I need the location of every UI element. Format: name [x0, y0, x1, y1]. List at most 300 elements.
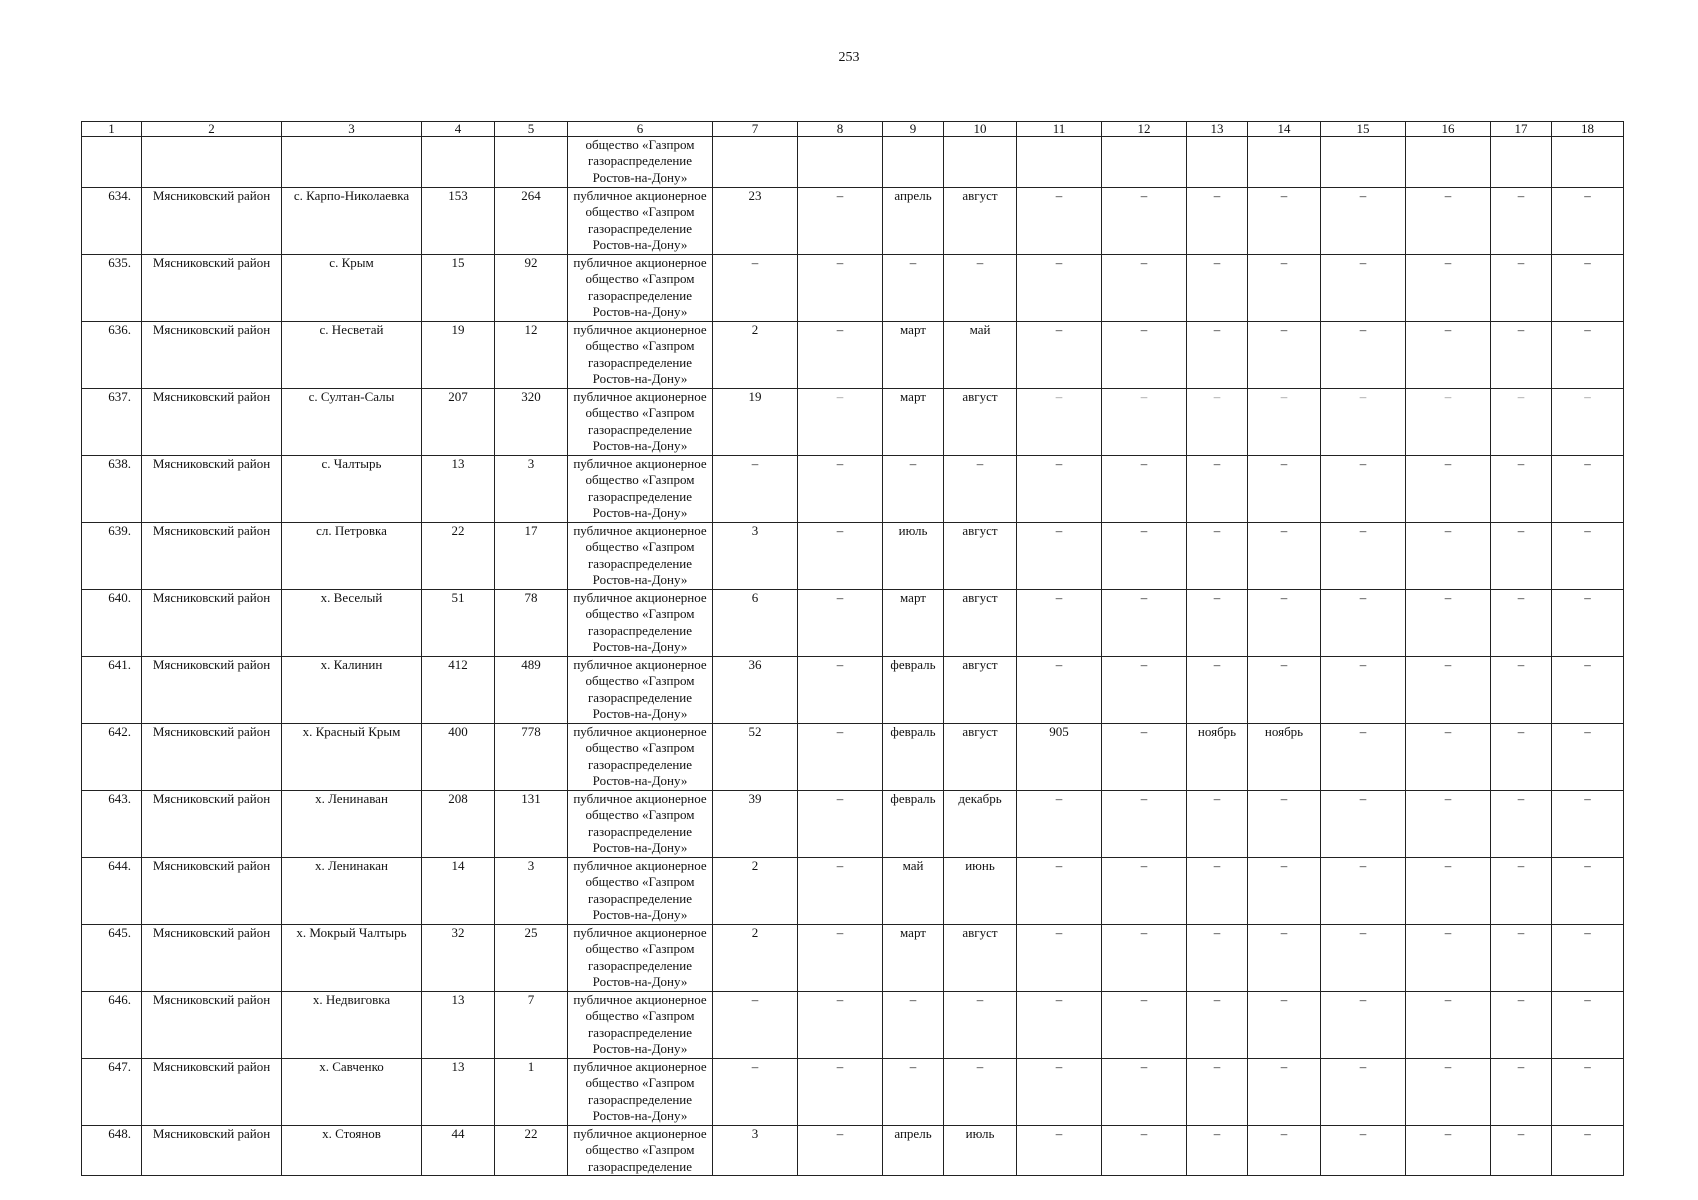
settlement-cell: х. Савченко [282, 1059, 422, 1126]
value-col-7: 6 [713, 590, 798, 657]
value-col-12: – [1102, 657, 1187, 724]
end-month-cell: – [944, 992, 1017, 1059]
month-col-13: – [1187, 1059, 1248, 1126]
value-col-8: – [798, 523, 883, 590]
row-number: 638. [82, 456, 142, 523]
row-number: 641. [82, 657, 142, 724]
value-col-12: – [1102, 925, 1187, 992]
organization-cell [568, 791, 713, 858]
organization-line: общество «Газпром [585, 137, 695, 152]
row-number: 640. [82, 590, 142, 657]
column-number-10: 10 [944, 122, 1017, 137]
empty-cell [944, 137, 1017, 188]
table-row [82, 255, 1624, 322]
start-month-cell: март [883, 590, 944, 657]
table-row [82, 188, 1624, 255]
empty-cell [798, 137, 883, 188]
empty-cell [883, 137, 944, 188]
value-col-7: 2 [713, 322, 798, 389]
value-col-7: 39 [713, 791, 798, 858]
organization-cell [568, 724, 713, 791]
value-col-16: – [1406, 590, 1491, 657]
value-col-5: 22 [495, 1126, 568, 1176]
value-col-12: – [1102, 724, 1187, 791]
value-col-18: – [1552, 925, 1624, 992]
value-col-5: 320 [495, 389, 568, 456]
value-col-15: – [1321, 322, 1406, 389]
start-month-cell: март [883, 925, 944, 992]
column-number-14: 14 [1248, 122, 1321, 137]
empty-cell [82, 137, 142, 188]
column-number-18: 18 [1552, 122, 1624, 137]
value-col-17: – [1491, 724, 1552, 791]
column-number-5: 5 [495, 122, 568, 137]
value-col-8: – [798, 791, 883, 858]
empty-cell [1248, 137, 1321, 188]
organization-line: газораспределение [587, 153, 693, 169]
month-col-14: – [1248, 523, 1321, 590]
month-col-14: – [1248, 992, 1321, 1059]
start-month-cell: – [883, 1059, 944, 1126]
organization-line: публичное акционерное [573, 322, 707, 337]
organization-line: газораспределение [587, 555, 693, 571]
value-col-12: – [1102, 992, 1187, 1059]
value-col-12: – [1102, 523, 1187, 590]
row-number: 648. [82, 1126, 142, 1176]
settlement-cell: х. Ленинакан [282, 858, 422, 925]
value-col-11: – [1017, 456, 1102, 523]
value-col-8: – [798, 322, 883, 389]
table-row [82, 523, 1624, 590]
value-col-8: – [798, 724, 883, 791]
organization-line: газораспределение [587, 354, 693, 370]
organization-line: газораспределение [587, 622, 693, 638]
value-col-4: 400 [422, 724, 495, 791]
column-number-7: 7 [713, 122, 798, 137]
empty-cell [422, 137, 495, 188]
organization-line: общество «Газпром [585, 1008, 695, 1024]
value-col-11: – [1017, 188, 1102, 255]
row-number: 647. [82, 1059, 142, 1126]
start-month-cell: апрель [883, 188, 944, 255]
value-col-15: – [1321, 389, 1406, 456]
value-col-4: 19 [422, 322, 495, 389]
value-col-17: – [1491, 523, 1552, 590]
start-month-cell: июль [883, 523, 944, 590]
district-cell: Мясниковский район [142, 590, 282, 657]
value-col-17: – [1491, 1059, 1552, 1126]
organization-cell [568, 389, 713, 456]
value-col-17: – [1491, 456, 1552, 523]
settlement-cell: х. Красный Крым [282, 724, 422, 791]
organization-cell [568, 523, 713, 590]
organization-line: Ростов-на-Дону» [592, 1108, 688, 1124]
table-row [82, 1126, 1624, 1176]
value-col-4: 13 [422, 456, 495, 523]
value-col-16: – [1406, 925, 1491, 992]
district-cell: Мясниковский район [142, 322, 282, 389]
value-col-8: – [798, 1059, 883, 1126]
value-col-18: – [1552, 858, 1624, 925]
organization-line: публичное акционерное [573, 925, 707, 940]
organization-line: публичное акционерное [573, 523, 707, 538]
column-number-16: 16 [1406, 122, 1491, 137]
month-col-14: – [1248, 657, 1321, 724]
organization-line: газораспределение [587, 689, 693, 705]
value-col-15: – [1321, 858, 1406, 925]
row-number: 642. [82, 724, 142, 791]
value-col-18: – [1552, 724, 1624, 791]
organization-cell [568, 1126, 713, 1176]
organization-cell [568, 188, 713, 255]
organization-line: газораспределение [587, 488, 693, 504]
column-number-12: 12 [1102, 122, 1187, 137]
value-col-11: – [1017, 590, 1102, 657]
value-col-11: – [1017, 791, 1102, 858]
value-col-18: – [1552, 992, 1624, 1059]
row-number: 634. [82, 188, 142, 255]
empty-cell [713, 137, 798, 188]
value-col-12: – [1102, 456, 1187, 523]
end-month-cell: август [944, 523, 1017, 590]
value-col-15: – [1321, 992, 1406, 1059]
row-number: 646. [82, 992, 142, 1059]
column-number-15: 15 [1321, 122, 1406, 137]
row-number: 639. [82, 523, 142, 590]
column-number-2: 2 [142, 122, 282, 137]
organization-line: публичное акционерное [573, 389, 707, 404]
value-col-18: – [1552, 1059, 1624, 1126]
month-col-13: – [1187, 858, 1248, 925]
organization-line: общество «Газпром [585, 338, 695, 354]
value-col-5: 92 [495, 255, 568, 322]
value-col-18: – [1552, 456, 1624, 523]
settlement-cell: с. Карпо-Николаевка [282, 188, 422, 255]
value-col-8: – [798, 590, 883, 657]
value-col-5: 3 [495, 858, 568, 925]
end-month-cell: август [944, 657, 1017, 724]
district-cell: Мясниковский район [142, 456, 282, 523]
empty-cell [1187, 137, 1248, 188]
month-col-14: ноябрь [1248, 724, 1321, 791]
value-col-18: – [1552, 590, 1624, 657]
value-col-12: – [1102, 389, 1187, 456]
empty-cell [495, 137, 568, 188]
value-col-5: 25 [495, 925, 568, 992]
value-col-5: 131 [495, 791, 568, 858]
row-number: 635. [82, 255, 142, 322]
district-cell: Мясниковский район [142, 724, 282, 791]
month-col-13: – [1187, 791, 1248, 858]
value-col-4: 14 [422, 858, 495, 925]
table-row [82, 322, 1624, 389]
table-row [82, 389, 1624, 456]
settlement-cell: с. Крым [282, 255, 422, 322]
table-row [82, 858, 1624, 925]
start-month-cell: – [883, 456, 944, 523]
value-col-5: 264 [495, 188, 568, 255]
value-col-8: – [798, 657, 883, 724]
column-number-13: 13 [1187, 122, 1248, 137]
value-col-11: 905 [1017, 724, 1102, 791]
empty-cell [1017, 137, 1102, 188]
value-col-11: – [1017, 523, 1102, 590]
month-col-13: – [1187, 255, 1248, 322]
value-col-12: – [1102, 322, 1187, 389]
value-col-8: – [798, 456, 883, 523]
row-number: 645. [82, 925, 142, 992]
table-row [82, 791, 1624, 858]
settlement-cell: х. Недвиговка [282, 992, 422, 1059]
district-cell: Мясниковский район [142, 255, 282, 322]
organization-line: общество «Газпром [585, 941, 695, 957]
value-col-4: 153 [422, 188, 495, 255]
value-col-7: 2 [713, 858, 798, 925]
empty-cell [282, 137, 422, 188]
organization-line: публичное акционерное [573, 858, 707, 873]
value-col-15: – [1321, 1059, 1406, 1126]
value-col-8: – [798, 389, 883, 456]
settlement-cell: х. Мокрый Чалтырь [282, 925, 422, 992]
organization-line: Ростов-на-Дону» [592, 572, 688, 588]
empty-cell [1491, 137, 1552, 188]
value-col-7: 52 [713, 724, 798, 791]
value-col-17: – [1491, 925, 1552, 992]
value-col-4: 44 [422, 1126, 495, 1176]
continuation-row [82, 137, 1624, 188]
value-col-18: – [1552, 389, 1624, 456]
value-col-17: – [1491, 322, 1552, 389]
start-month-cell: – [883, 992, 944, 1059]
district-cell: Мясниковский район [142, 1126, 282, 1176]
value-col-11: – [1017, 657, 1102, 724]
value-col-15: – [1321, 188, 1406, 255]
row-number: 643. [82, 791, 142, 858]
end-month-cell: июнь [944, 858, 1017, 925]
value-col-8: – [798, 925, 883, 992]
organization-line: публичное акционерное [573, 255, 707, 270]
value-col-12: – [1102, 590, 1187, 657]
value-col-16: – [1406, 188, 1491, 255]
table-row [82, 657, 1624, 724]
organization-line: Ростов-на-Дону» [592, 974, 688, 990]
start-month-cell: февраль [883, 724, 944, 791]
settlement-cell: с. Султан-Салы [282, 389, 422, 456]
table-row [82, 724, 1624, 791]
value-col-4: 207 [422, 389, 495, 456]
value-col-15: – [1321, 255, 1406, 322]
table-row [82, 925, 1624, 992]
value-col-7: – [713, 255, 798, 322]
continuation-organization [568, 137, 713, 188]
end-month-cell: июль [944, 1126, 1017, 1176]
value-col-18: – [1552, 255, 1624, 322]
organization-line: публичное акционерное [573, 1059, 707, 1074]
value-col-16: – [1406, 1059, 1491, 1126]
value-col-16: – [1406, 791, 1491, 858]
end-month-cell: – [944, 255, 1017, 322]
column-number-4: 4 [422, 122, 495, 137]
empty-cell [1552, 137, 1624, 188]
column-number-11: 11 [1017, 122, 1102, 137]
value-col-5: 489 [495, 657, 568, 724]
month-col-13: – [1187, 322, 1248, 389]
organization-line: публичное акционерное [573, 590, 707, 605]
value-col-18: – [1552, 791, 1624, 858]
table-row [82, 456, 1624, 523]
value-col-4: 13 [422, 992, 495, 1059]
organization-line: Ростов-на-Дону» [592, 237, 688, 253]
value-col-16: – [1406, 1126, 1491, 1176]
organization-cell [568, 322, 713, 389]
empty-cell [142, 137, 282, 188]
value-col-8: – [798, 188, 883, 255]
organization-cell [568, 255, 713, 322]
organization-line: Ростов-на-Дону» [592, 840, 688, 856]
value-col-18: – [1552, 657, 1624, 724]
value-col-4: 412 [422, 657, 495, 724]
start-month-cell: март [883, 322, 944, 389]
organization-line: газораспределение [587, 287, 693, 303]
value-col-18: – [1552, 1126, 1624, 1176]
organization-line: общество «Газпром [585, 204, 695, 220]
value-col-17: – [1491, 188, 1552, 255]
value-col-7: 3 [713, 523, 798, 590]
organization-line: Ростов-на-Дону» [592, 773, 688, 789]
organization-line: общество «Газпром [585, 539, 695, 555]
organization-line: газораспределение [587, 421, 693, 437]
table-row [82, 1059, 1624, 1126]
month-col-13: ноябрь [1187, 724, 1248, 791]
settlement-cell: с. Чалтырь [282, 456, 422, 523]
district-cell: Мясниковский район [142, 858, 282, 925]
value-col-15: – [1321, 657, 1406, 724]
month-col-13: – [1187, 1126, 1248, 1176]
value-col-17: – [1491, 657, 1552, 724]
settlement-cell: х. Калинин [282, 657, 422, 724]
column-number-8: 8 [798, 122, 883, 137]
end-month-cell: август [944, 389, 1017, 456]
end-month-cell: август [944, 925, 1017, 992]
value-col-4: 51 [422, 590, 495, 657]
value-col-8: – [798, 858, 883, 925]
value-col-7: 19 [713, 389, 798, 456]
value-col-5: 778 [495, 724, 568, 791]
value-col-11: – [1017, 858, 1102, 925]
value-col-16: – [1406, 523, 1491, 590]
organization-cell [568, 590, 713, 657]
value-col-7: 36 [713, 657, 798, 724]
end-month-cell: – [944, 456, 1017, 523]
organization-line: Ростов-на-Дону» [592, 1041, 688, 1057]
start-month-cell: февраль [883, 657, 944, 724]
month-col-14: – [1248, 925, 1321, 992]
start-month-cell: май [883, 858, 944, 925]
month-col-13: – [1187, 925, 1248, 992]
organization-cell [568, 925, 713, 992]
district-cell: Мясниковский район [142, 1059, 282, 1126]
row-number: 637. [82, 389, 142, 456]
table-row [82, 590, 1624, 657]
organization-line: газораспределение [587, 1091, 693, 1107]
district-cell: Мясниковский район [142, 657, 282, 724]
organization-line: газораспределение [587, 756, 693, 772]
organization-line: Ростов-на-Дону» [592, 371, 688, 387]
organization-line: Ростов-на-Дону» [592, 169, 688, 185]
empty-cell [1406, 137, 1491, 188]
organization-line: общество «Газпром [585, 606, 695, 622]
value-col-4: 22 [422, 523, 495, 590]
organization-line: газораспределение [587, 1024, 693, 1040]
column-number-1: 1 [82, 122, 142, 137]
value-col-4: 32 [422, 925, 495, 992]
organization-line: Ростов-на-Дону» [592, 907, 688, 923]
row-number: 644. [82, 858, 142, 925]
month-col-13: – [1187, 523, 1248, 590]
value-col-16: – [1406, 389, 1491, 456]
district-cell: Мясниковский район [142, 992, 282, 1059]
value-col-11: – [1017, 255, 1102, 322]
value-col-12: – [1102, 255, 1187, 322]
value-col-12: – [1102, 858, 1187, 925]
organization-line: Ростов-на-Дону» [592, 304, 688, 320]
organization-line: публичное акционерное [573, 456, 707, 471]
organization-line: общество «Газпром [585, 1075, 695, 1091]
organization-line: общество «Газпром [585, 271, 695, 287]
settlement-cell: с. Несветай [282, 322, 422, 389]
month-col-13: – [1187, 590, 1248, 657]
month-col-14: – [1248, 1059, 1321, 1126]
value-col-11: – [1017, 389, 1102, 456]
organization-line: публичное акционерное [573, 791, 707, 806]
settlement-cell: х. Веселый [282, 590, 422, 657]
value-col-11: – [1017, 992, 1102, 1059]
value-col-17: – [1491, 389, 1552, 456]
value-col-4: 13 [422, 1059, 495, 1126]
value-col-15: – [1321, 925, 1406, 992]
end-month-cell: – [944, 1059, 1017, 1126]
value-col-8: – [798, 992, 883, 1059]
organization-line: общество «Газпром [585, 472, 695, 488]
empty-cell [1102, 137, 1187, 188]
table-body [82, 122, 1624, 1176]
column-number-6: 6 [568, 122, 713, 137]
organization-cell [568, 858, 713, 925]
value-col-15: – [1321, 724, 1406, 791]
district-cell: Мясниковский район [142, 925, 282, 992]
value-col-17: – [1491, 992, 1552, 1059]
value-col-5: 1 [495, 1059, 568, 1126]
value-col-11: – [1017, 1126, 1102, 1176]
month-col-13: – [1187, 188, 1248, 255]
end-month-cell: август [944, 724, 1017, 791]
district-cell: Мясниковский район [142, 523, 282, 590]
value-col-12: – [1102, 791, 1187, 858]
start-month-cell: – [883, 255, 944, 322]
column-number-3: 3 [282, 122, 422, 137]
month-col-13: – [1187, 992, 1248, 1059]
value-col-12: – [1102, 1059, 1187, 1126]
column-number-17: 17 [1491, 122, 1552, 137]
organization-cell [568, 657, 713, 724]
value-col-11: – [1017, 925, 1102, 992]
organization-line: газораспределение [587, 890, 693, 906]
value-col-15: – [1321, 1126, 1406, 1176]
value-col-5: 7 [495, 992, 568, 1059]
month-col-14: – [1248, 389, 1321, 456]
value-col-4: 15 [422, 255, 495, 322]
value-col-15: – [1321, 791, 1406, 858]
